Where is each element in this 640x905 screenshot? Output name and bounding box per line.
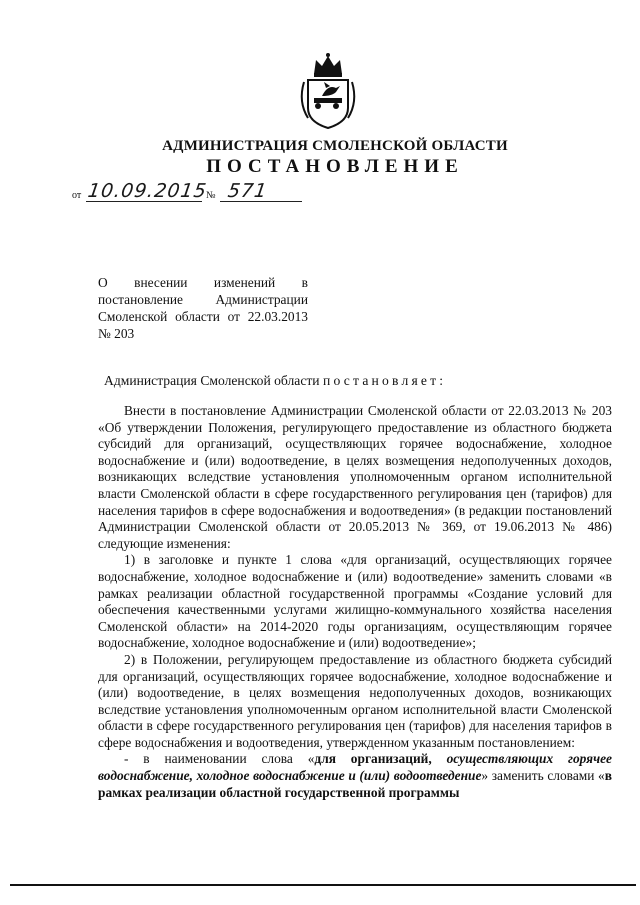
date-underline (86, 201, 202, 202)
number-value-handwritten: 571 (226, 180, 269, 202)
document-body (98, 403, 612, 801)
document-subject (98, 274, 308, 342)
coat-of-arms-emblem (296, 52, 360, 132)
document-type-title: ПОСТАНОВЛЕНИЕ (206, 156, 464, 177)
number-underline (220, 201, 302, 202)
subitem-bold-2: в рамках реализации областной государственной программы (98, 768, 612, 800)
preamble (104, 373, 446, 389)
decree-word: постановляет: (322, 373, 447, 388)
subject-last-line: № 203 (98, 326, 135, 341)
page-bottom-rule (10, 884, 636, 886)
paragraph-item-2: 2) в Положении, регулирующем предоставление из областного бюджета субсидий для организаций, осуществляющих горячее водоснабжение, холодное водоснабжение и (или) водоотведение, в целях возмещения недополученных доходов, возникающих вследствие установления уполномоченным органом исполнительной власти Смоленской области в сфере государственного регулирования цен (тарифов) для населения тарифов в сфере водоснабжения и водоотведения, утвержденном указанным постановлением: (98, 651, 612, 750)
subitem-text-2: » заменить словами « (481, 768, 605, 784)
subject-text: О внесении изменений в постановление Администрации Смоленской области от 22.03.2013 (98, 275, 308, 324)
paragraph-main: Внести в постановление Администрации Смоленской области от 22.03.2013 № 203 «Об утверждении Положения, регулирующего предоставление из областного бюджета субсидий для организаций, осуществляющих горячее водоснабжение, холодное водоснабжение и (или) водоотведение, в целях возмещения недополученных доходов, возникающих вследствие установления уполномоченным органом исполнительной власти Смоленской области в сфере государственного регулирования цен (тарифов) для населения тарифов в сфере водоснабжения и водоотведения» (в редакции постановлений Администрации Смоленской области от 20.05.2013 № 369, от 19.06.2013 № 486) следующие изменения: (98, 403, 612, 551)
subitem-text-1: - в наименовании слова « (124, 751, 315, 767)
paragraph-item-1: 1) в заголовке и пункте 1 слова «для организаций, осуществляющих горячее водоснабжение, холодное водоснабжение и (или) водоотведение» заменить словами «в рамках реализации областной государственной программы «Создание условий для обеспечения качественными услугами жилищно-коммунального хозяйства населения Смоленской области» на 2014-2020 годы организациям, осуществляющим горячее водоснабжение, холодное водоснабжение и (или) водоотведение»; (98, 552, 612, 651)
date-label: от (72, 190, 82, 201)
preamble-lead: Администрация Смоленской области (104, 373, 323, 388)
subitem-bold-1: для организаций, (314, 751, 447, 767)
number-label: № (206, 190, 216, 201)
subitem-bold-italic: осуществляющих горячее водоснабжение, холодное водоснабжение и (или) водоотведение (98, 751, 612, 784)
date-value-handwritten: 10.09.2015 (86, 180, 209, 202)
paragraph-item-2-subitem (98, 751, 612, 801)
organization-title: АДМИНИСТРАЦИЯ СМОЛЕНСКОЙ ОБЛАСТИ (162, 138, 508, 154)
